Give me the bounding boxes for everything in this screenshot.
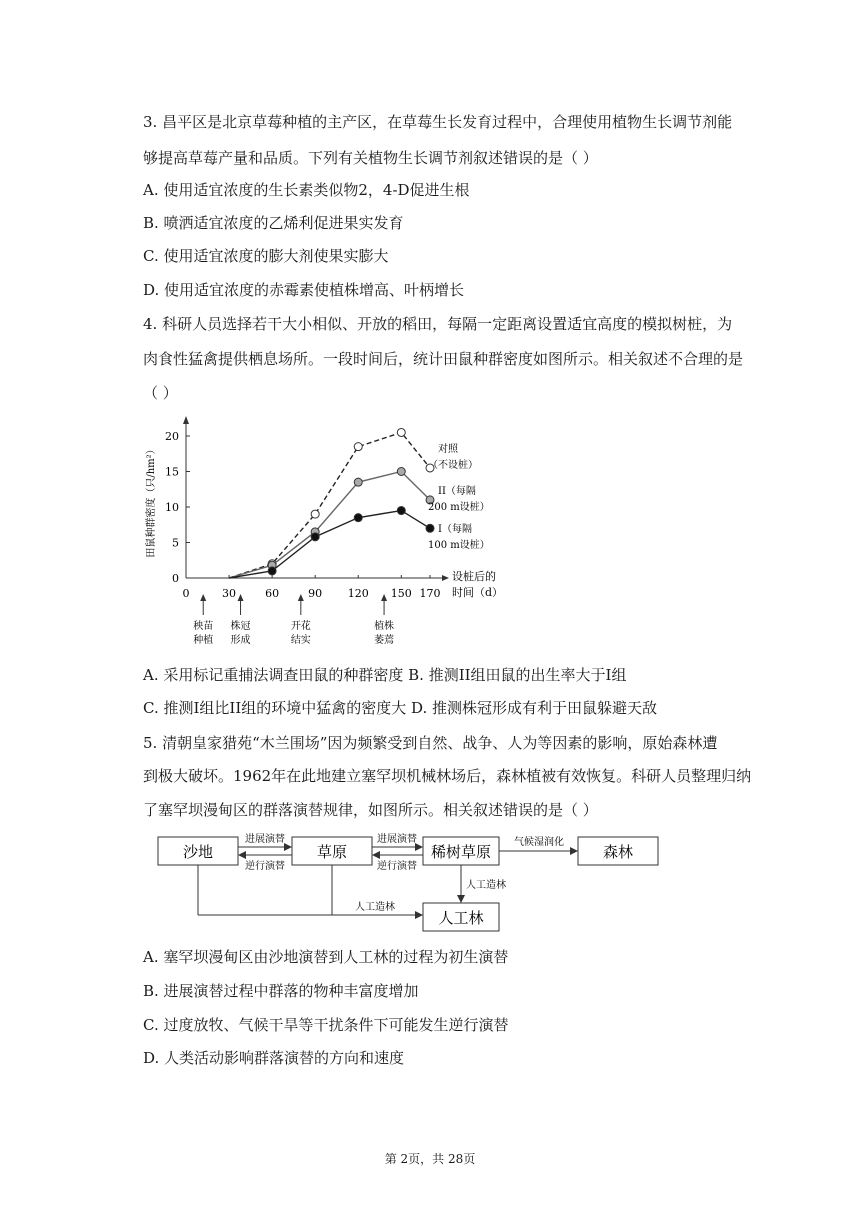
stage-2-line1: 开花	[290, 621, 311, 632]
stage-1-line1: 株冠	[230, 621, 251, 632]
series-1-point-120	[354, 478, 362, 486]
y-tick-label-20: 20	[165, 430, 179, 443]
series-line-1	[229, 472, 430, 579]
x-tick-label-90: 90	[308, 587, 323, 600]
x-tick-label-0: 0	[182, 587, 190, 600]
series-2-point-120	[354, 514, 362, 522]
x-tick-label-170: 170	[419, 587, 441, 600]
q3-stem-line2: 够提高草莓产量和品质。下列有关植物生长调节剂叙述错误的是（ ）	[143, 149, 598, 167]
series-line-0	[229, 432, 430, 578]
q3-option-d: D. 使用适宜浓度的赤霉素使植株增高、叶柄增长	[143, 281, 465, 299]
stage-0-line1: 秧苗	[193, 621, 214, 632]
box-sand-label: 沙地	[182, 843, 214, 861]
series-line-2	[229, 511, 430, 578]
x-tick-label-120: 120	[347, 587, 369, 600]
y-tick-label-10: 10	[165, 501, 179, 514]
q5-option-d: D. 人类活动影响群落演替的方向和速度	[143, 1049, 405, 1067]
x-axis-arrow	[442, 575, 449, 581]
q4-options-row1: A. 采用标记重捕法调查田鼠的种群密度 B. 推测II组田鼠的出生率大于I组	[143, 666, 627, 684]
stage-0-line2: 种植	[193, 635, 214, 646]
stage-3-line2: 萎蔫	[374, 635, 395, 646]
legend-2-line2: 100 m设桩）	[428, 540, 490, 551]
series-2-point-170	[426, 524, 434, 532]
q4-stem-line2: 肉食性猛禽提供栖息场所。一段时间后，统计田鼠种群密度如图所示。相关叙述不合理的是	[143, 350, 744, 368]
label-plant-2: 人工造林	[355, 902, 395, 913]
series-0-point-90	[311, 510, 319, 518]
q5-stem-line3: 了塞罕坝漫甸区的群落演替规律，如图所示。相关叙述错误的是（ ）	[143, 801, 598, 819]
q4-options-row2: C. 推测I组比II组的环境中猛禽的密度大 D. 推测株冠形成有利于田鼠躲避天敌	[143, 699, 658, 717]
q4-stem-line3: （ ）	[143, 384, 178, 402]
x-axis-label-line2: 时间（d）	[452, 586, 504, 599]
legend-1-line2: 200 m设桩）	[428, 502, 490, 513]
stage-1-line2: 形成	[230, 635, 251, 646]
stage-arrowhead-3	[381, 594, 387, 601]
series-2-point-150	[397, 507, 405, 515]
y-axis-arrow	[183, 416, 189, 424]
series-0-point-120	[354, 443, 362, 451]
stage-arrowhead-2	[298, 594, 304, 601]
q5-option-a: A. 塞罕坝漫甸区由沙地演替到人工林的过程为初生演替	[143, 948, 509, 966]
label-climate: 气候湿润化	[514, 837, 564, 848]
series-1-point-150	[397, 468, 405, 476]
series-0-point-150	[397, 428, 405, 436]
x-tick-label-30: 30	[222, 587, 237, 600]
stage-arrowhead-0	[200, 594, 206, 601]
legend-1-line1: II（每隔	[438, 486, 476, 497]
page-footer: 第 2页，共 28页	[384, 1152, 476, 1166]
q3-option-b: B. 喷洒适宜浓度的乙烯利促进果实发育	[143, 214, 404, 232]
label-forward-2: 进展演替	[377, 834, 417, 845]
stage-3-line1: 植株	[374, 621, 395, 632]
y-tick-label-0: 0	[172, 572, 179, 585]
x-axis-label-line1: 设桩后的	[452, 570, 496, 583]
q3-option-a: A. 使用适宜浓度的生长素类似物2，4-D促进生根	[143, 181, 470, 199]
y-tick-label-5: 5	[172, 536, 179, 550]
q5-stem-line1: 5. 清朝皇家猎苑“木兰围场”因为频繁受到自然、战争、人为等因素的影响，原始森林遭	[143, 734, 718, 752]
label-forward-1: 进展演替	[245, 834, 285, 845]
succession-diagram	[150, 828, 670, 938]
label-reverse-2: 逆行演替	[377, 861, 417, 872]
x-tick-label-60: 60	[265, 587, 280, 600]
series-2-point-90	[311, 533, 319, 541]
y-tick-label-15: 15	[165, 465, 179, 479]
box-forest-label: 森林	[602, 843, 634, 861]
box-sparse-label: 稀树草原	[430, 843, 492, 861]
stage-2-line2: 结实	[290, 635, 311, 646]
q5-option-b: B. 进展演替过程中群落的物种丰富度增加	[143, 982, 419, 1000]
legend-0-line2: （不设桩）	[428, 460, 478, 471]
population-density-chart	[140, 410, 520, 660]
stage-arrowhead-1	[238, 594, 244, 601]
label-reverse-1: 逆行演替	[245, 861, 285, 872]
q3-option-c: C. 使用适宜浓度的膨大剂使果实膨大	[143, 247, 389, 265]
q5-option-c: C. 过度放牧、气候干旱等干扰条件下可能发生逆行演替	[143, 1016, 509, 1034]
legend-2-line1: I（每隔	[438, 524, 472, 535]
q4-stem-line1: 4. 科研人员选择若干大小相似、开放的稻田，每隔一定距离设置适宜高度的模拟树桩，为	[143, 315, 733, 333]
q5-stem-line2: 到极大破坏。1962年在此地建立塞罕坝机械林场后，森林植被有效恢复。科研人员整理归纳	[143, 767, 752, 785]
q3-stem-line1: 3. 昌平区是北京草莓种植的主产区，在草莓生长发育过程中，合理使用植物生长调节剂能	[143, 113, 733, 131]
box-artificial-label: 人工林	[438, 909, 484, 927]
series-2-point-60	[268, 567, 276, 575]
legend-0-line1: 对照	[438, 444, 458, 455]
x-tick-label-150: 150	[390, 587, 412, 600]
y-axis-label: 田鼠种群密度（只/hm²）	[146, 444, 157, 558]
box-grass-label: 草原	[316, 843, 348, 861]
label-plant-1: 人工造林	[466, 880, 506, 891]
